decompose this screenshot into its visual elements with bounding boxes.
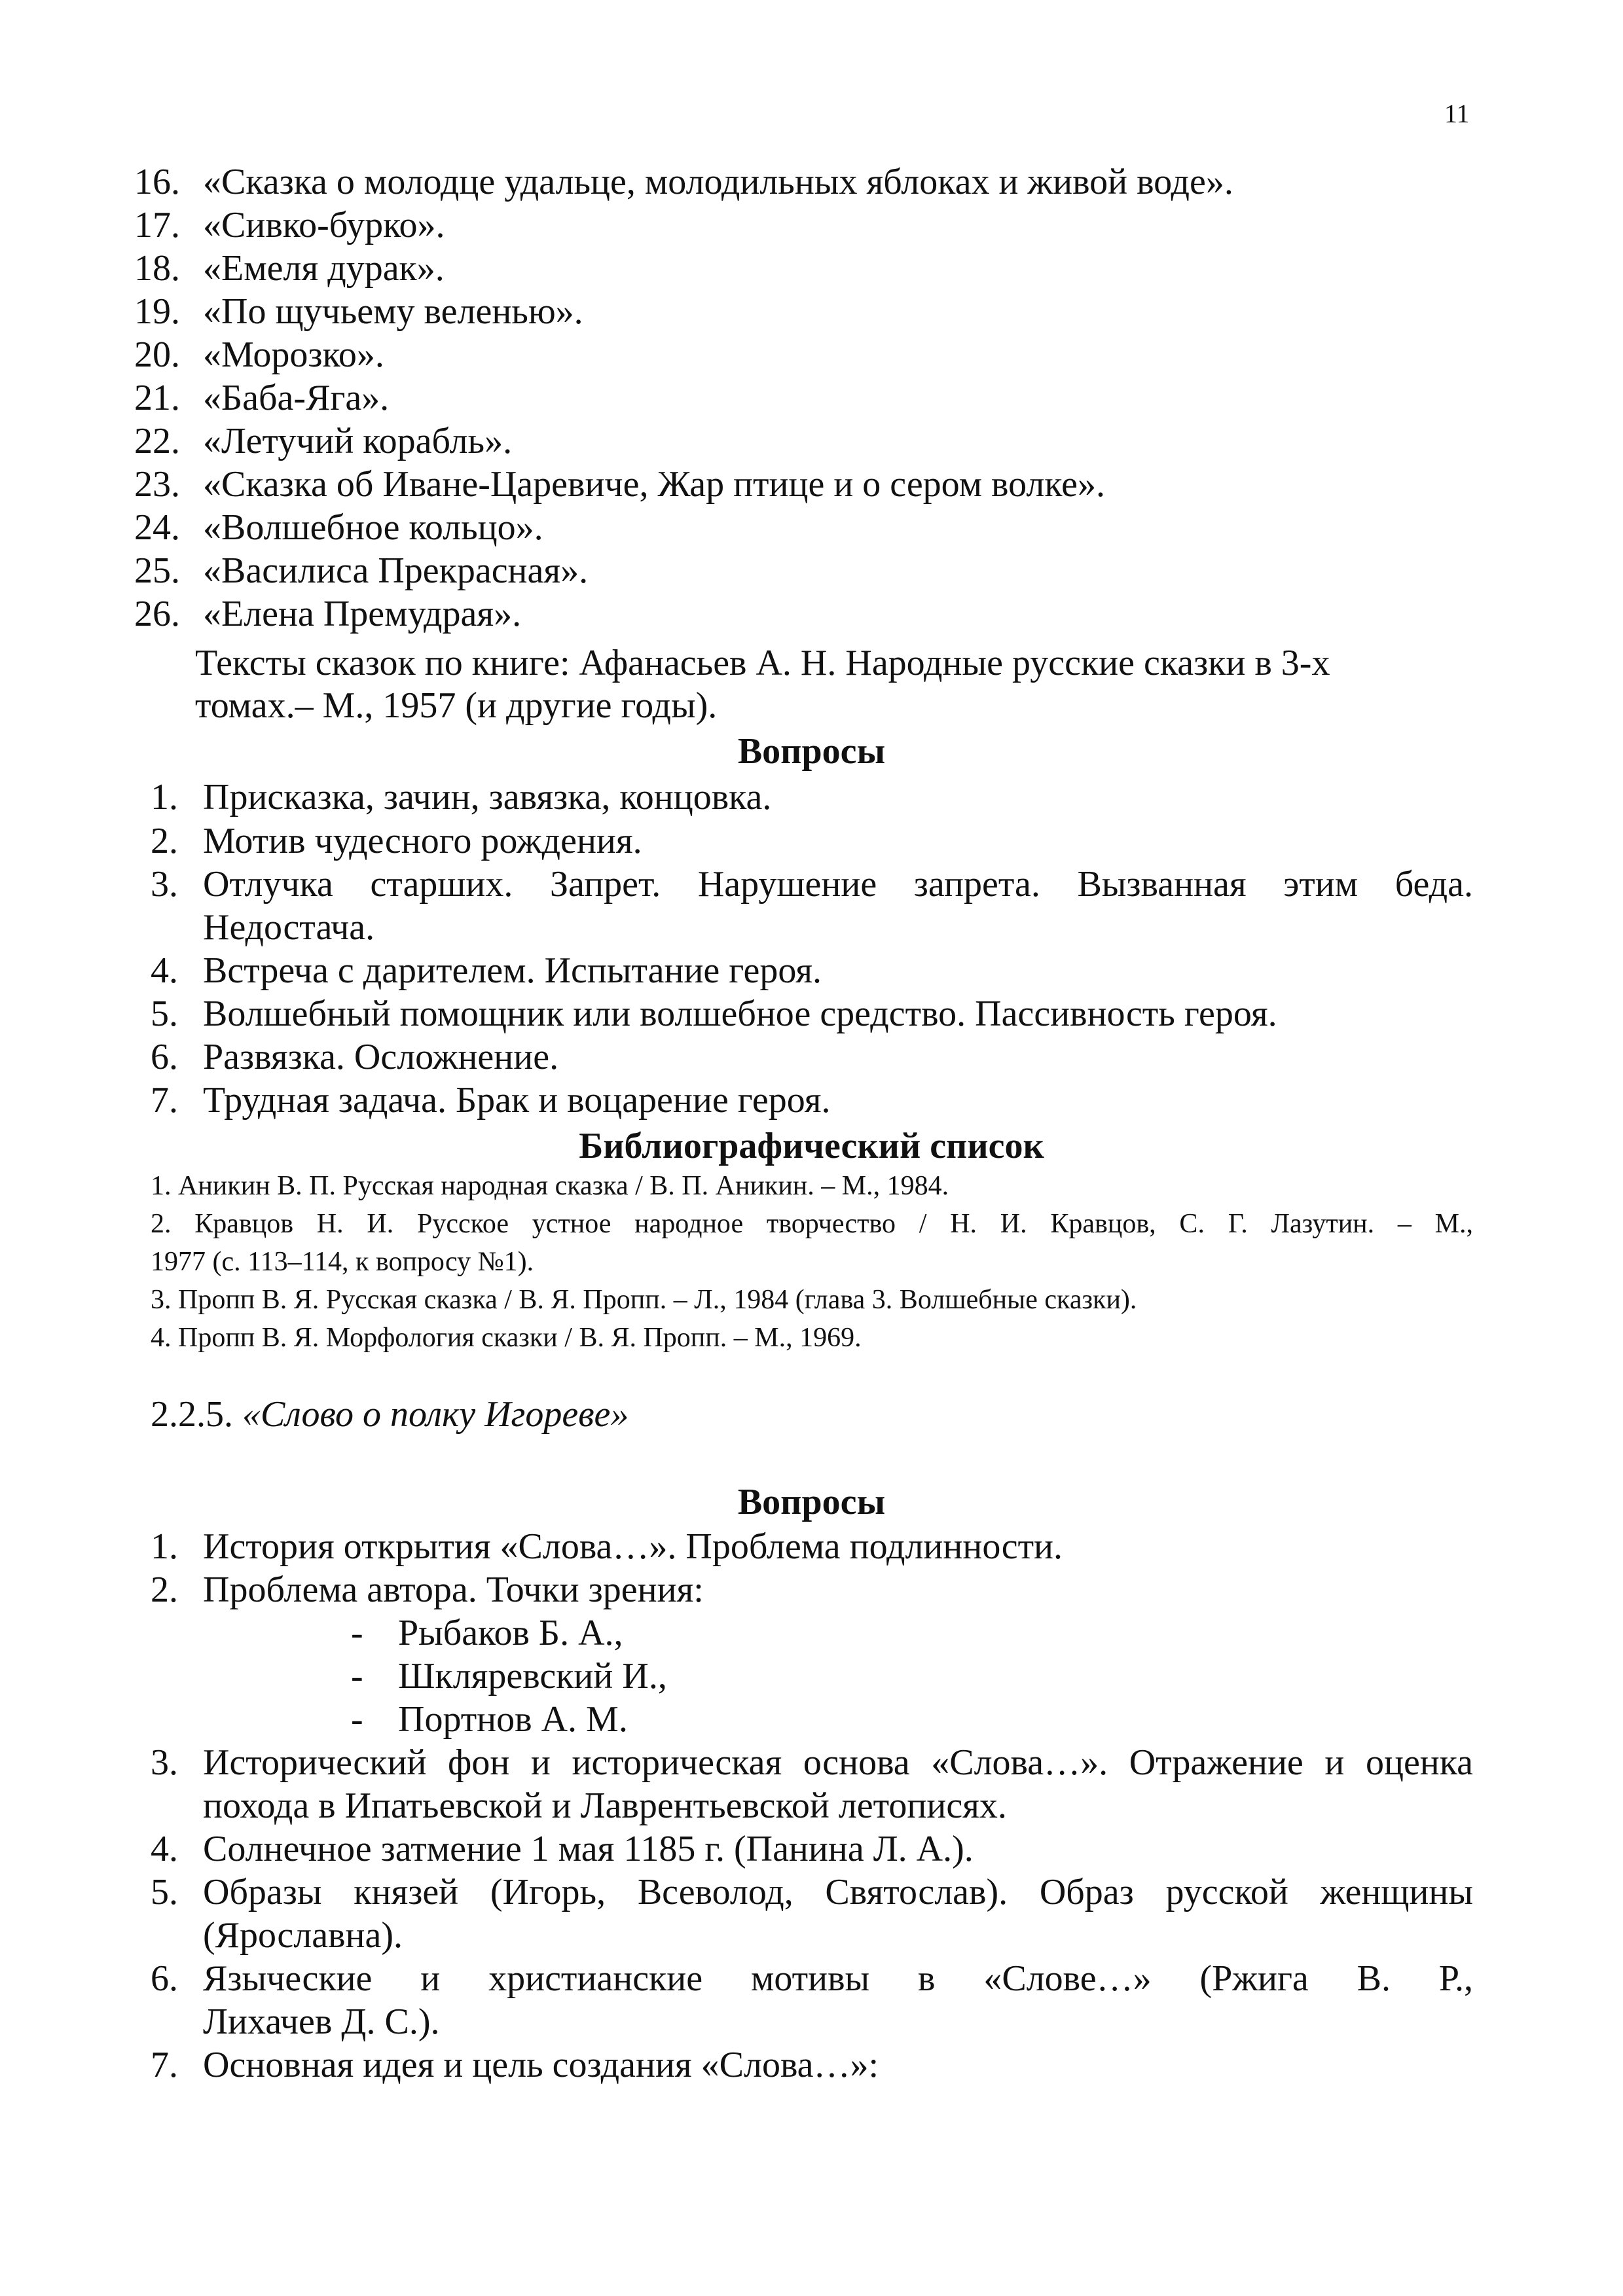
tale-title: «Елена Премудрая». [203, 594, 522, 634]
question-number: 5. [151, 1872, 178, 1912]
question-number: 4. [151, 950, 178, 991]
question-item: Образы князей (Игорь, Всеволод, Святослав). Образ русской женщины [203, 1872, 1473, 1912]
texts-note-line1: Тексты сказок по книге: Афанасьев А. Н. Народные русские сказки в 3-х [195, 643, 1330, 683]
page-number: 11 [1444, 99, 1470, 128]
question-item: Волшебный помощник или волшебное средство. Пассивность героя. [203, 994, 1277, 1034]
question-item: Солнечное затмение 1 мая 1185 г. (Панина Л. А.). [203, 1829, 974, 1869]
bibliography-item: 2. Кравцов Н. И. Русское устное народное творчество / Н. И. Кравцов, С. Г. Лазутин. – М., [151, 1209, 1473, 1239]
question-number: 7. [151, 2045, 178, 2085]
bibliography-heading: Библиографический список [579, 1126, 1044, 1166]
question-item: Встреча с дарителем. Испытание героя. [203, 950, 822, 991]
tale-number: 23. [134, 464, 180, 505]
tale-number: 21. [134, 378, 180, 418]
question-item: История открытия «Слова…». Проблема подлинности. [203, 1526, 1063, 1567]
question-item: Исторический фон и историческая основа «Слова…». Отражение и оценка [203, 1742, 1473, 1783]
question-item: Проблема автора. Точки зрения: [203, 1570, 704, 1610]
tale-number: 16. [134, 162, 180, 202]
questions-heading-2: Вопросы [737, 1482, 886, 1522]
question-number: 7. [151, 1080, 178, 1121]
tale-number: 22. [134, 421, 180, 461]
tale-title: «Василиса Прекрасная». [203, 550, 589, 591]
sub-item: Портнов А. М. [398, 1699, 628, 1740]
question-item: Основная идея и цель создания «Слова…»: [203, 2045, 879, 2085]
question-number: 6. [151, 1958, 178, 1999]
question-item-cont: похода в Ипатьевской и Лаврентьевской летописях. [203, 1785, 1007, 1826]
tale-number: 26. [134, 594, 180, 634]
dash-bullet: - [351, 1699, 363, 1740]
texts-note-line2: томах.– М., 1957 (и другие годы). [195, 685, 718, 726]
sub-item: Рыбаков Б. А., [398, 1613, 623, 1653]
section-title: «Слово о полку Игореве» [242, 1394, 629, 1435]
section-number: 2.2.5. [151, 1394, 233, 1435]
question-number: 2. [151, 1570, 178, 1610]
tale-title: «Летучий корабль». [203, 421, 513, 461]
question-number: 6. [151, 1037, 178, 1077]
tale-number: 20. [134, 334, 180, 375]
bibliography-item: 1. Аникин В. П. Русская народная сказка / В. П. Аникин. – М., 1984. [151, 1171, 949, 1201]
question-item: Языческие и христианские мотивы в «Слове…» (Ржига В. Р., [203, 1958, 1473, 1999]
tale-title: «Баба-Яга». [203, 378, 390, 418]
tale-number: 17. [134, 205, 180, 245]
question-item: Отлучка старших. Запрет. Нарушение запрета. Вызванная этим беда. [203, 864, 1473, 905]
tale-number: 19. [134, 291, 180, 332]
tale-title: «По щучьему веленью». [203, 291, 583, 332]
question-item: Развязка. Осложнение. [203, 1037, 559, 1077]
bibliography-item: 3. Пропп В. Я. Русская сказка / В. Я. Пропп. – Л., 1984 (глава 3. Волшебные сказки). [151, 1285, 1137, 1315]
question-number: 2. [151, 821, 178, 861]
question-number: 3. [151, 1742, 178, 1783]
tale-title: «Волшебное кольцо». [203, 507, 543, 548]
question-number: 5. [151, 994, 178, 1034]
question-item: Мотив чудесного рождения. [203, 821, 642, 861]
tale-title: «Сивко-бурко». [203, 205, 445, 245]
question-item: Трудная задача. Брак и воцарение героя. [203, 1080, 831, 1121]
question-number: 4. [151, 1829, 178, 1869]
questions-heading: Вопросы [737, 731, 886, 772]
tale-number: 18. [134, 248, 180, 289]
question-item-cont: Лихачев Д. С.). [203, 2001, 440, 2042]
question-item-cont: (Ярославна). [203, 1915, 403, 1956]
dash-bullet: - [351, 1613, 363, 1653]
bibliography-item: 4. Пропп В. Я. Морфология сказки / В. Я. Пропп. – М., 1969. [151, 1323, 862, 1353]
bibliography-item-cont: 1977 (с. 113–114, к вопросу №1). [151, 1247, 534, 1277]
tale-title: «Сказка об Иване-Царевиче, Жар птице и о сером волке». [203, 464, 1105, 505]
question-number: 1. [151, 777, 178, 817]
question-number: 3. [151, 864, 178, 905]
dash-bullet: - [351, 1656, 363, 1696]
tale-number: 24. [134, 507, 180, 548]
sub-item: Шкляревский И., [398, 1656, 667, 1696]
question-item-cont: Недостача. [203, 907, 375, 948]
question-item: Присказка, зачин, завязка, концовка. [203, 777, 772, 817]
tale-title: «Морозко». [203, 334, 384, 375]
question-number: 1. [151, 1526, 178, 1567]
tale-number: 25. [134, 550, 180, 591]
tale-title: «Сказка о молодце удальце, молодильных яблоках и живой воде». [203, 162, 1233, 202]
tale-title: «Емеля дурак». [203, 248, 445, 289]
section-heading [151, 1393, 629, 1436]
